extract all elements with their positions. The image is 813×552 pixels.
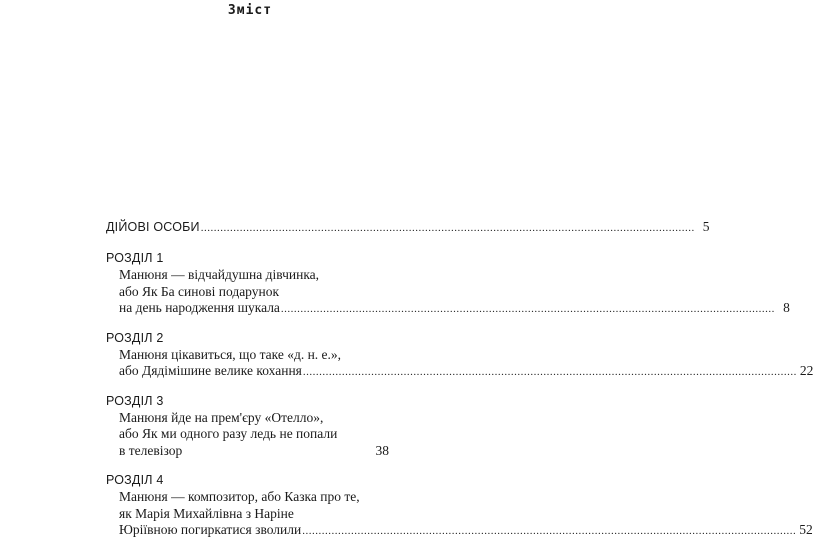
chapter-title-line: Манюня йде на прем'єру «Отелло», (119, 409, 324, 425)
chapter-title-last-line (119, 363, 813, 380)
toc-label-row (106, 218, 710, 235)
chapter-title-last-line (119, 300, 790, 317)
toc-entry-chapter-4[interactable] (106, 472, 813, 539)
chapter-title-line: або Як Ба синові подарунок (119, 283, 280, 299)
leader-dots (201, 220, 695, 237)
toc-entry-chapter-3[interactable] (106, 393, 389, 460)
chapter-label: РОЗДІЛ 1 (106, 251, 164, 265)
toc-page-number: 22 (799, 363, 813, 378)
chapter-title-line: Манюня цікавиться, що таке «д. н. е.», (119, 346, 342, 362)
toc-entry-label: ДІЙОВІ ОСОБИ (106, 220, 200, 234)
chapter-title-line: Манюня — композитор, або Казка про те, (119, 489, 360, 504)
chapter-title-line: Манюня — відчайдушна дівчинка, (119, 267, 320, 282)
chapter-title-last-line (119, 443, 389, 460)
toc-page-number: 52 (799, 522, 813, 537)
chapter-title-line: Юріївною погиркатися зволили (119, 522, 302, 537)
chapter-title-line: або Дядімішине велике кохання (119, 363, 302, 378)
toc-entry-characters[interactable] (106, 218, 710, 235)
toc-entry-chapter-2[interactable] (106, 330, 813, 380)
chapter-title-line: або Як ми одного разу ледь не попали (119, 426, 338, 441)
toc-page-number: 38 (375, 442, 389, 458)
leader-dots (303, 364, 797, 381)
chapter-label: РОЗДІЛ 4 (106, 473, 164, 487)
toc-page-number: 8 (783, 300, 790, 315)
chapter-title-line: як Марія Михайлівна з Наріне (119, 505, 294, 521)
table-of-contents (106, 218, 813, 552)
chapter-title-last-line (119, 522, 813, 539)
toc-entry-chapter-1[interactable] (106, 250, 790, 317)
page-title: Зміст (227, 3, 273, 18)
chapter-label: РОЗДІЛ 3 (106, 393, 164, 408)
chapter-label: РОЗДІЛ 2 (106, 330, 164, 345)
chapter-title-line: в телевізор (119, 442, 183, 458)
leader-dots (302, 523, 796, 540)
chapter-title-line: на день народження шукала (119, 300, 280, 315)
toc-page-number: 5 (702, 219, 710, 234)
leader-dots (281, 301, 775, 318)
